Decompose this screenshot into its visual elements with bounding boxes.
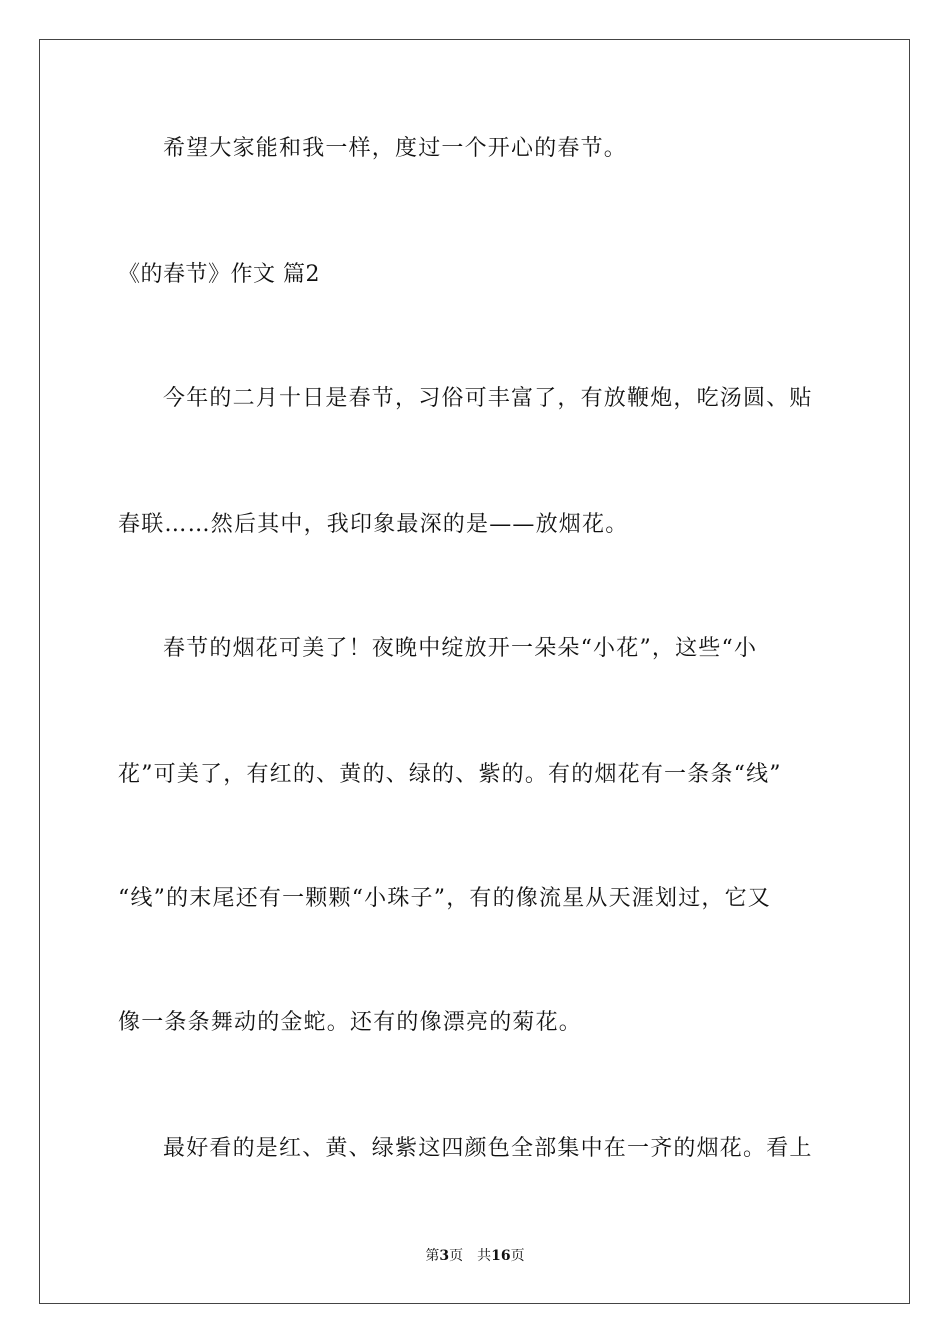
paragraph-line: 最好看的是红、黄、绿紫这四颜色全部集中在一齐的烟花。看上: [163, 1136, 813, 1161]
paragraph-line: 今年的二月十日是春节，习俗可丰富了，有放鞭炮，吃汤圆、贴: [163, 386, 813, 411]
paragraph-line: 春节的烟花可美了！夜晚中绽放开一朵朵“小花”，这些“小: [163, 636, 758, 661]
paragraph-line: “线”的末尾还有一颗颗“小珠子”，有的像流星从天涯划过，它又: [118, 886, 771, 911]
page-label-prefix: 第: [425, 1248, 440, 1264]
page-footer: [0, 1246, 950, 1266]
paragraph-line: 花”可美了，有红的、黄的、绿的、紫的。有的烟花有一条条“线”: [118, 762, 782, 787]
total-label-unit: 页: [510, 1248, 525, 1264]
paragraph-line: 希望大家能和我一样，度过一个开心的春节。: [163, 136, 628, 161]
total-page-count: 16: [491, 1248, 511, 1264]
total-label-prefix: 共: [477, 1248, 492, 1264]
current-page-number: 3: [439, 1248, 450, 1264]
section-heading: 《的春节》作文 篇2: [118, 262, 320, 287]
page-border: [39, 39, 910, 1304]
page-label-unit: 页: [449, 1248, 464, 1264]
paragraph-line: 像一条条舞动的金蛇。还有的像漂亮的菊花。: [118, 1010, 583, 1035]
paragraph-line: 春联……然后其中，我印象最深的是——放烟花。: [118, 512, 629, 537]
